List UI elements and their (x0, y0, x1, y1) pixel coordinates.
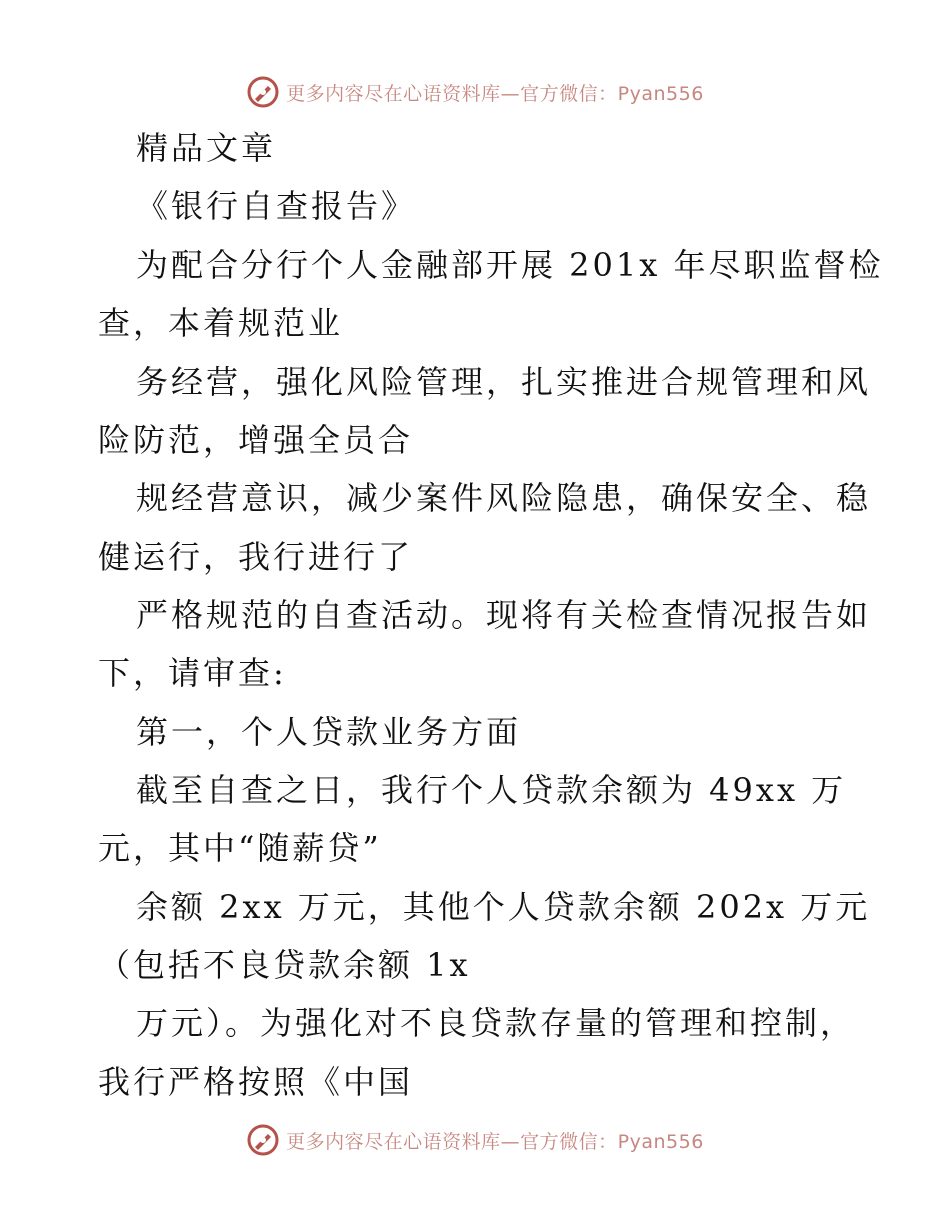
paragraph-line: 余额 2xx 万元，其他个人贷款余额 202x 万元 (136, 888, 871, 926)
paragraph-line: 严格规范的自查活动。现将有关检查情况报告如 (136, 596, 872, 634)
header-watermark (0, 72, 950, 112)
footer-watermark (0, 1120, 950, 1160)
paragraph-line: 万元）。为强化对不良贷款存量的管理和控制， (136, 1004, 856, 1042)
watermark-text: 更多内容尽在心语资料库—官方微信：Pyan556 (286, 1130, 704, 1153)
paragraph-line: 规经营意识，减少案件风险隐患，确保安全、稳 (136, 479, 872, 517)
paragraph-line: （包括不良贷款余额 1x (98, 946, 471, 984)
paragraph-line: 查，本着规范业 (98, 304, 344, 342)
paragraph-line: 元，其中“随薪贷” (98, 829, 382, 867)
section-heading: 第一，个人贷款业务方面 (136, 713, 522, 751)
pen-logo-icon (246, 75, 280, 109)
paragraph-line: 下，请审查: (98, 654, 287, 692)
paragraph-line: 健运行，我行进行了 (98, 538, 414, 576)
paragraph-line: 务经营，强化风险管理，扎实推进合规管理和风 (136, 363, 872, 401)
pen-logo-icon (246, 1123, 280, 1157)
doc-heading: 精品文章 (136, 129, 277, 167)
paragraph-line: 截至自查之日，我行个人贷款余额为 49xx 万 (136, 771, 847, 809)
paragraph-line: 险防范，增强全员合 (98, 421, 414, 459)
paragraph-line: 为配合分行个人金融部开展 201x 年尽职监督检 (136, 246, 884, 284)
doc-title: 《银行自查报告》 (136, 187, 417, 225)
paragraph-line: 我行严格按照《中国 (98, 1063, 414, 1101)
watermark-text: 更多内容尽在心语资料库—官方微信：Pyan556 (286, 82, 704, 105)
